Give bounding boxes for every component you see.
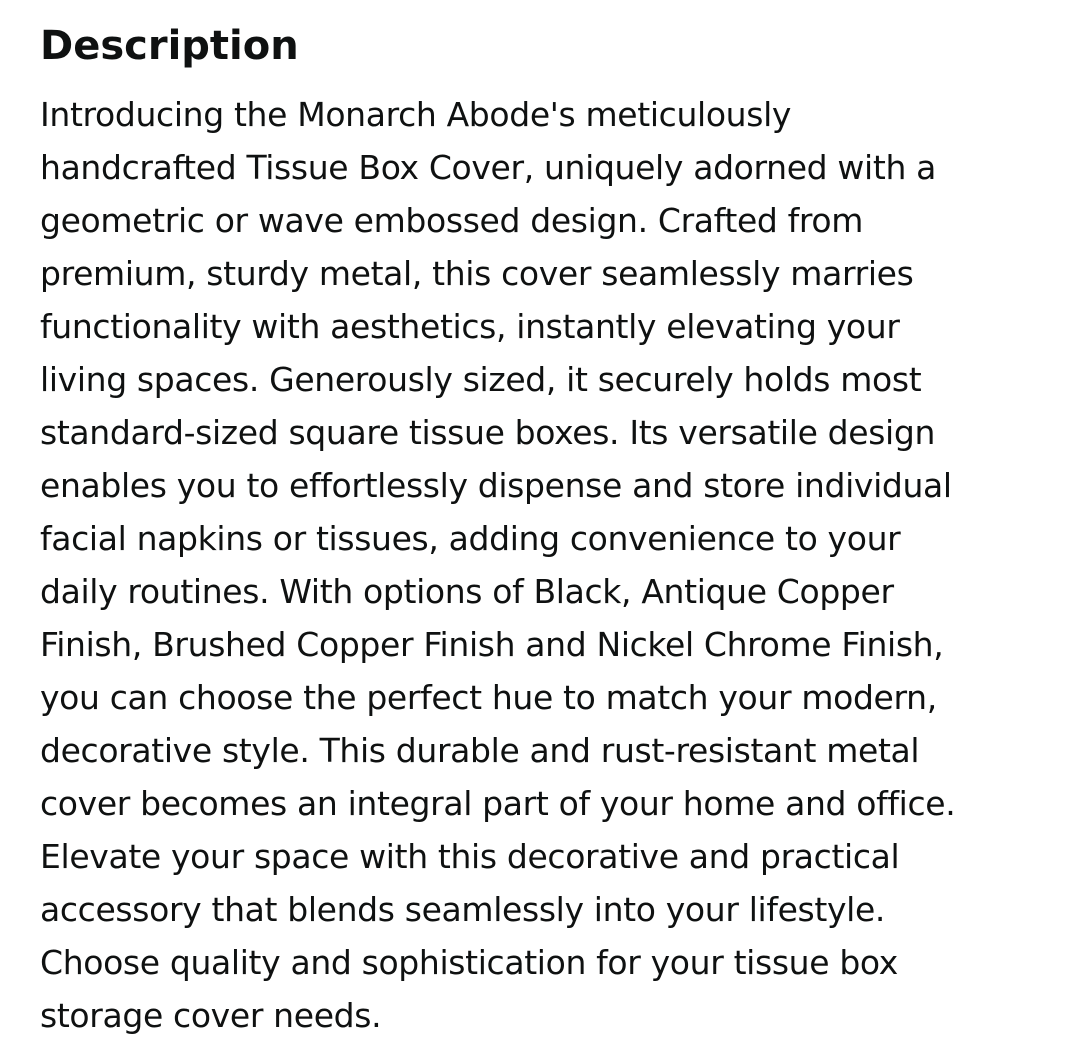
description-line: cover becomes an integral part of your home and office. — [40, 784, 956, 823]
description-section — [40, 18, 1050, 1042]
description-text — [40, 88, 1050, 1042]
description-line: geometric or wave embossed design. Crafted from — [40, 201, 864, 240]
description-line: premium, sturdy metal, this cover seamlessly marries — [40, 254, 914, 293]
description-line: enables you to effortlessly dispense and store individual — [40, 466, 952, 505]
description-line: daily routines. With options of Black, Antique Copper — [40, 572, 894, 611]
description-line: Elevate your space with this decorative and practical — [40, 837, 900, 876]
description-line: accessory that blends seamlessly into your lifestyle. — [40, 890, 886, 929]
description-line: Choose quality and sophistication for your tissue box — [40, 943, 898, 982]
description-line: storage cover needs. — [40, 996, 382, 1035]
description-line: functionality with aesthetics, instantly elevating your — [40, 307, 900, 346]
description-line: facial napkins or tissues, adding convenience to your — [40, 519, 901, 558]
description-line: decorative style. This durable and rust-resistant metal — [40, 731, 920, 770]
description-line: Introducing the Monarch Abode's meticulously — [40, 95, 792, 134]
description-heading: Description — [40, 23, 299, 69]
description-line: living spaces. Generously sized, it securely holds most — [40, 360, 922, 399]
description-line: Finish, Brushed Copper Finish and Nickel Chrome Finish, — [40, 625, 944, 664]
description-line: you can choose the perfect hue to match your modern, — [40, 678, 937, 717]
description-line: standard-sized square tissue boxes. Its versatile design — [40, 413, 936, 452]
description-line: handcrafted Tissue Box Cover, uniquely adorned with a — [40, 148, 937, 187]
